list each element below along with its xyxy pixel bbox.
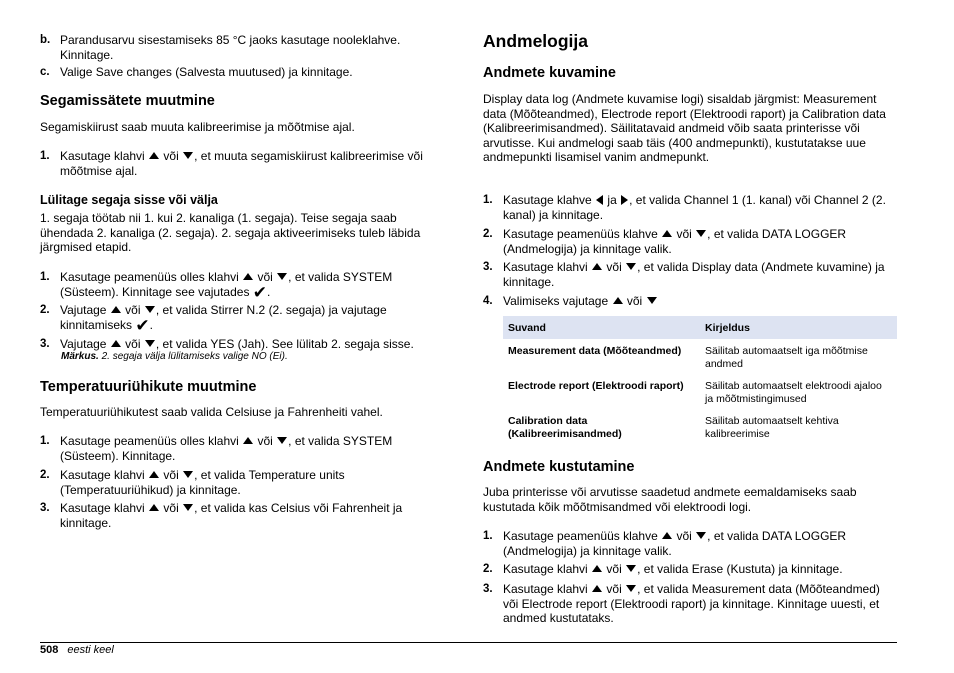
table-row (503, 339, 897, 374)
view-heading: Andmete kuvamine (483, 65, 616, 81)
temp-heading: Temperatuuriühikute muutmine (40, 379, 257, 395)
table-row (503, 374, 897, 409)
arrow-down-icon (277, 273, 287, 280)
arrow-up-icon (111, 306, 121, 313)
table-cell-option: Electrode report (Elektroodi raport) (508, 380, 684, 392)
checkmark-icon: ✔ (252, 282, 268, 302)
intro-step-b: b. Parandusarvu sisestamiseks 85 °C jaoks kasutage nooleklahve. Kinnitage. (40, 33, 401, 62)
view-step-3: 3. Kasutage klahvi või , et valida Display data (Andmete kuvamine) ja kinnitage. (483, 260, 885, 289)
arrow-down-icon (277, 437, 287, 444)
table-cell-description: Säilitab automaatselt kehtiva kalibreerimise (705, 415, 839, 440)
table-row (503, 409, 897, 447)
table-cell-description: Säilitab automaatselt iga mõõtmise andmed (705, 345, 868, 370)
table-cell-description: Säilitab automaatselt elektroodi ajaloo ja mõõtmistingimused (705, 380, 882, 405)
arrow-down-icon (626, 585, 636, 592)
table-header: Suvand (503, 316, 700, 339)
toggle-text: 1. segaja töötab nii 1. kui 2. kanaliga (1. segaja). Teise segaja saab ühendada 2. kanaliga (2. segaja). 2. segaja aktiveerimiseks tuleb läbida järgmised etapid. (40, 211, 421, 254)
footer-language: eesti keel (67, 644, 114, 656)
arrow-right-icon (621, 195, 628, 205)
data-options-table (503, 316, 897, 447)
checkmark-icon: ✔ (135, 315, 150, 335)
toggle-step-2: 2. Vajutage või , et valida Stirrer N.2 (2. segaja) ja vajutage kinnitamiseks ✔. (40, 303, 387, 335)
arrow-up-icon (243, 273, 253, 280)
arrow-left-icon (596, 195, 603, 205)
note: Märkus. 2. segaja välja lülitamiseks valige NO (Ei). (61, 351, 288, 362)
toggle-step-1: 1. Kasutage peamenüüs olles klahvi või , et valida SYSTEM (Süsteem). Kinnitage see vajutades ✔. (40, 270, 393, 302)
temp-step-2: 2. Kasutage klahvi või , et valida Temperature units (Temperatuuriühikud) ja kinnitage. (40, 468, 345, 497)
arrow-up-icon (149, 504, 159, 511)
arrow-down-icon (183, 152, 193, 159)
footer-divider (40, 642, 897, 643)
mixer-text: Segamiskiirust saab muuta kalibreerimise ja mõõtmise ajal. (40, 120, 355, 134)
temp-step-3: 3. Kasutage klahvi või , et valida kas Celsius või Fahrenheit ja kinnitage. (40, 501, 403, 530)
arrow-up-icon (613, 297, 623, 304)
view-step-4: 4. Valimiseks vajutage või (483, 294, 897, 309)
arrow-up-icon (662, 230, 672, 237)
view-text: Display data log (Andmete kuvamise logi) sisaldab järgmist: Measurement data (Mõõteandmed), Electrode report (Elektroodi raport) ja Calibration data (Kalibreerimisandmed). Säilitatavaid andmeid võib saata printerisse või arvutisse. Kui andmelogi saab täis (400 andmepunkti), kustutatakse uue andmepunkti lisamisel vanim andmepunkt. (483, 92, 886, 164)
arrow-up-icon (243, 437, 253, 444)
arrow-up-icon (111, 340, 121, 347)
temp-text: Temperatuuriühikutest saab valida Celsiuse ja Fahrenheiti vahel. (40, 405, 383, 419)
view-step-1: 1. Kasutage klahve ja , et valida Channel 1 (1. kanal) või Channel 2 (2. kanal) ja kinnitage. (483, 193, 886, 222)
table-header-row (503, 316, 897, 339)
arrow-up-icon (592, 585, 602, 592)
mixer-heading: Segamissätete muutmine (40, 93, 215, 109)
table-cell-option: Calibration data (Kalibreerimisandmed) (508, 415, 622, 440)
arrow-up-icon (592, 263, 602, 270)
arrow-down-icon (145, 340, 155, 347)
delete-step-2: 2. Kasutage klahvi või , et valida Erase (Kustuta) ja kinnitage. (483, 562, 843, 576)
table-cell-option: Measurement data (Mõõteandmed) (508, 345, 682, 357)
arrow-down-icon (626, 263, 636, 270)
arrow-down-icon (696, 230, 706, 237)
arrow-up-icon (149, 471, 159, 478)
delete-heading: Andmete kustutamine (483, 459, 635, 475)
mixer-step-1: 1. Kasutage klahvi või , et muuta segamiskiirust kalibreerimise või mõõtmise ajal. (40, 149, 423, 178)
view-step-2: 2. Kasutage peamenüüs klahve või , et valida DATA LOGGER (Andmelogija) ja kinnitage valik. (483, 227, 847, 256)
arrow-down-icon (183, 471, 193, 478)
arrow-down-icon (647, 297, 657, 304)
arrow-down-icon (183, 504, 193, 511)
table-header: Kirjeldus (700, 316, 897, 339)
arrow-up-icon (149, 152, 159, 159)
toggle-heading: Lülitage segaja sisse või välja (40, 193, 218, 207)
arrow-up-icon (592, 565, 602, 572)
delete-text: Juba printerisse või arvutisse saadetud andmete eemaldamiseks saab kustutada kõik mõõtmisandmed või elektroodi logi. (483, 485, 857, 514)
arrow-down-icon (696, 532, 706, 539)
arrow-down-icon (145, 306, 155, 313)
page-title: Andmelogija (483, 31, 589, 51)
footer (40, 644, 114, 656)
temp-step-1: 1. Kasutage peamenüüs olles klahvi või , et valida SYSTEM (Süsteem). Kinnitage. (40, 434, 393, 463)
delete-step-1: 1. Kasutage peamenüüs klahve või , et valida DATA LOGGER (Andmelogija) ja kinnitage valik. (483, 529, 847, 558)
arrow-up-icon (662, 532, 672, 539)
page-number: 508 (40, 644, 59, 656)
delete-step-3: 3. Kasutage klahvi või , et valida Measurement data (Mõõteandmed) või Electrode report (Elektroodi raport) ja kinnitage. Kinnitage uuesti, et andmed kustutataks. (483, 582, 880, 625)
intro-step-c: c. Valige Save changes (Salvesta muutused) ja kinnitage. (40, 65, 353, 79)
toggle-step-3: 3. Vajutage või , et valida YES (Jah). See lülitab 2. segaja sisse. (40, 337, 414, 351)
arrow-down-icon (626, 565, 636, 572)
